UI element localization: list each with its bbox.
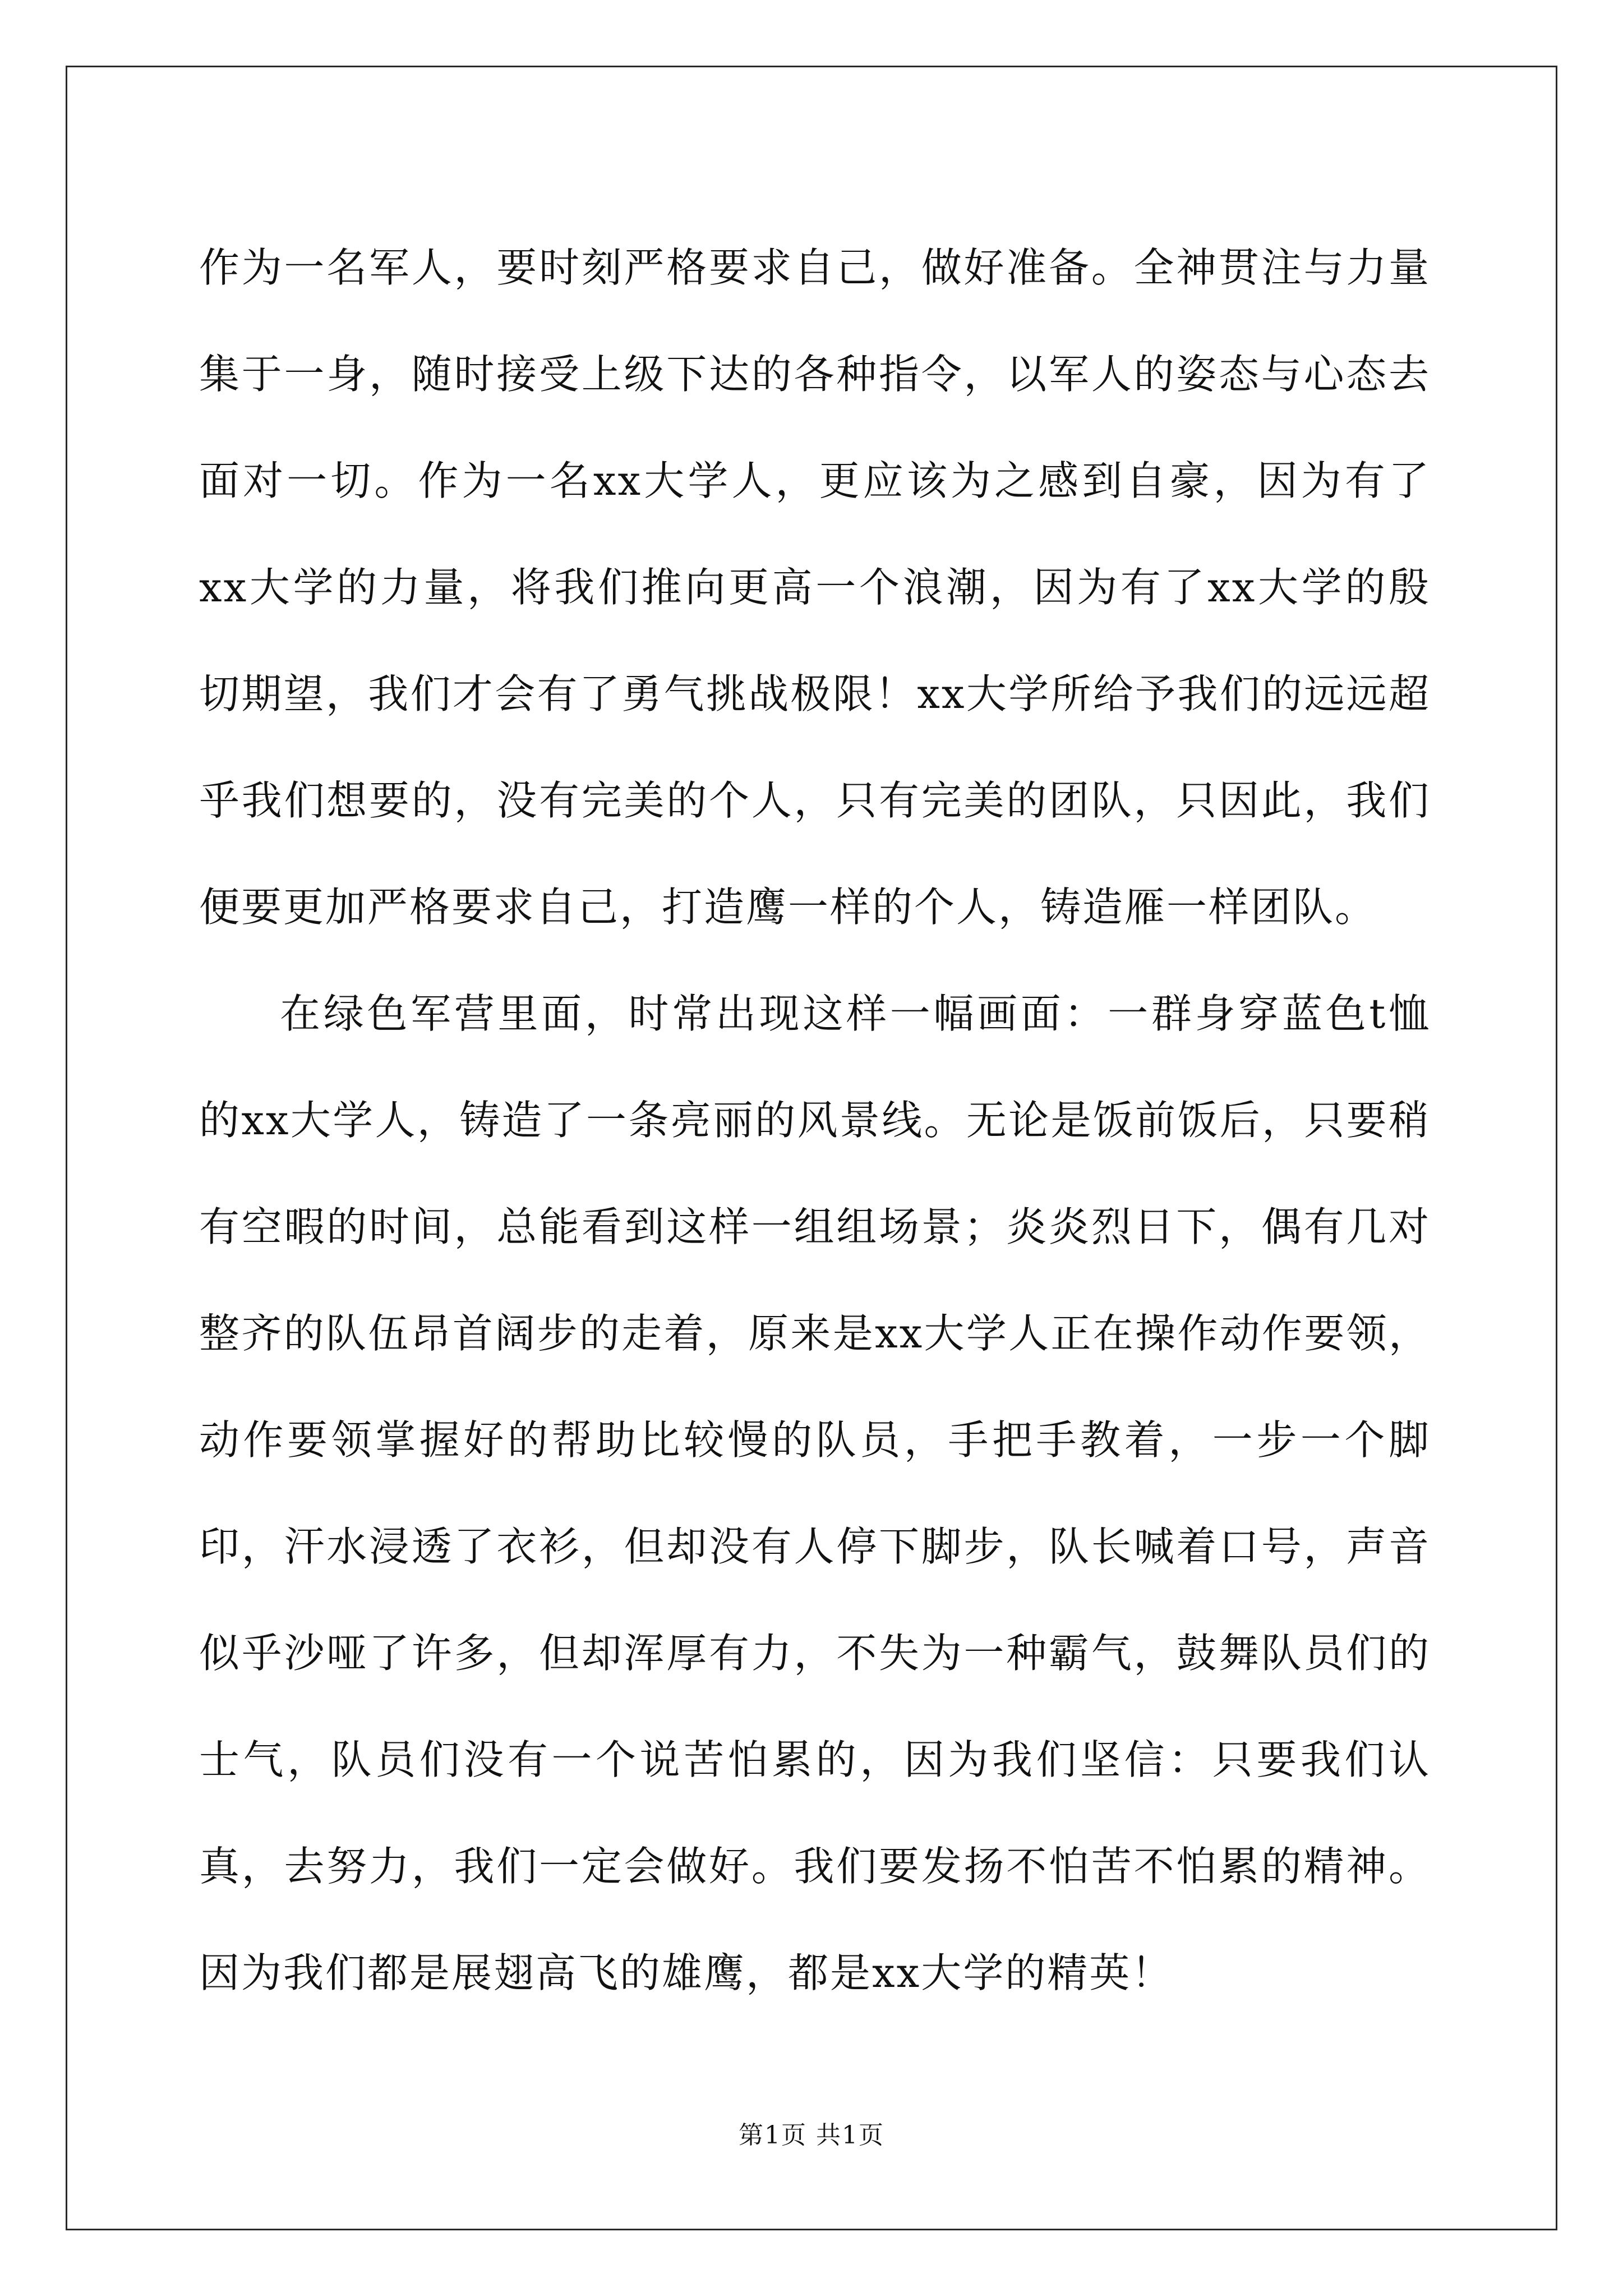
paragraph-2: 在绿色军营里面，时常出现这样一幅画面：一群身穿蓝色t恤的xx大学人，铸造了一条亮丽的风景线。无论是饭前饭后，只要稍有空暇的时间，总能看到这样一组组场景；炎炎烈日下，偶有几对整齐的队伍昂首阔步的走着，原来是xx大学人正在操作动作要领，动作要领掌握好的帮助比较慢的队员，手把手教着，一步一个脚印，汗水浸透了衣衫，但却没有人停下脚步，队长喊着口号，声音似乎沙哑了许多，但却浑厚有力，不失为一种霸气，鼓舞队员们的士气，队员们没有一个说苦怕累的，因为我们坚信：只要我们认真，去努力，我们一定会做好。我们要发扬不怕苦不怕累的精神。因为我们都是展翅高飞的雄鹰，都是xx大学的精英！ bbox=[199, 990, 1431, 1996]
page-number-footer: 第1页 共1页 bbox=[739, 2121, 884, 2150]
document-body bbox=[199, 214, 1431, 2026]
paragraph-1: 作为一名军人，要时刻严格要求自己，做好准备。全神贯注与力量集于一身，随时接受上级下达的各种指令，以军人的姿态与心态去面对一切。作为一名xx大学人，更应该为之感到自豪，因为有了xx大学的力量，将我们推向更高一个浪潮，因为有了xx大学的殷切期望，我们才会有了勇气挑战极限！xx大学所给予我们的远远超乎我们想要的，没有完美的个人，只有完美的团队，只因此，我们便要更加严格要求自己，打造鹰一样的个人，铸造雁一样团队。 bbox=[199, 244, 1431, 931]
